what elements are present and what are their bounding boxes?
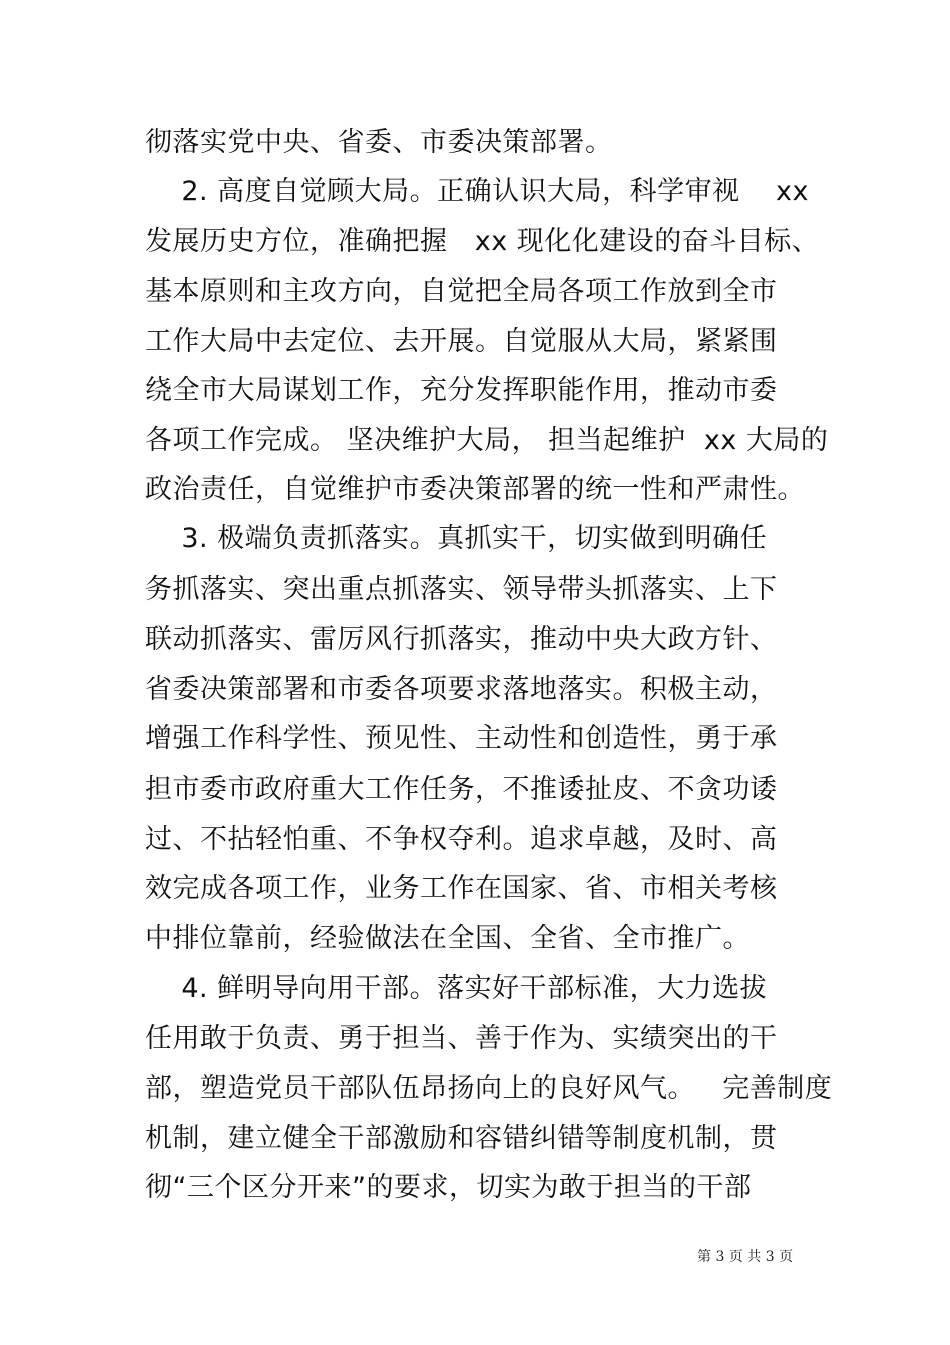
body-text-line: 联动抓落实、雷厉风行抓落实，推动中央大政方针、 [145, 624, 778, 655]
body-text-line: 彻“三个区分开来”的要求，切实为敢于担当的干部 [145, 1172, 752, 1203]
body-text-line: 工作大局中去定位、去开展。自觉服从大局，紧紧围 [145, 326, 778, 357]
body-text-line: 增强工作科学性、预见性、主动性和创造性，勇于承 [145, 723, 778, 754]
body-text-line: 中排位靠前，经验做法在全国、全省、全市推广。 [145, 923, 750, 954]
body-text-line: 部，塑造党员干部队伍昂扬向上的良好风气。 完善制度 [145, 1073, 833, 1104]
body-text-line: 担市委市政府重大工作任务，不推诿扯皮、不贪功诿 [145, 774, 778, 805]
body-text-line: 3. 极端负责抓落实。真抓实干，切实做到明确任 [145, 523, 768, 554]
body-text-line: 效完成各项工作，业务工作在国家、省、市相关考核 [145, 873, 778, 904]
body-text-line: 政治责任，自觉维护市委决策部署的统一性和严肃性。 [145, 474, 805, 505]
body-text-line: 2. 高度自觉顾大局。正确认识大局，科学审视 xx [145, 176, 809, 207]
body-text-line: 基本原则和主攻方向，自觉把全局各项工作放到全市 [145, 276, 778, 307]
body-text-line: 4. 鲜明导向用干部。落实好干部标准，大力选拔 [145, 973, 768, 1004]
body-text-line: 省委决策部署和市委各项要求落地落实。积极主动， [145, 674, 778, 705]
body-text-line: 机制，建立健全干部激励和容错纠错等制度机制，贯 [145, 1123, 778, 1154]
page-number-footer: 第 3 页 共 3 页 [697, 1249, 794, 1265]
body-text-line: 各项工作完成。 坚决维护大局， 担当起维护 xx 大局的 [145, 425, 829, 456]
body-text-line: 发展历史方位，准确把握 xx 现化化建设的奋斗目标、 [145, 226, 820, 257]
body-text-line: 彻落实党中央、省委、市委决策部署。 [145, 127, 613, 158]
body-text-line: 任用敢于负责、勇于担当、善于作为、实绩突出的干 [145, 1023, 778, 1054]
body-text-line: 绕全市大局谋划工作，充分发挥职能作用，推动市委 [145, 375, 778, 406]
body-text-line: 务抓落实、突出重点抓落实、领导带头抓落实、上下 [145, 574, 778, 605]
body-text-line: 过、不拈轻怕重、不争权夺利。追求卓越，及时、高 [145, 824, 778, 855]
